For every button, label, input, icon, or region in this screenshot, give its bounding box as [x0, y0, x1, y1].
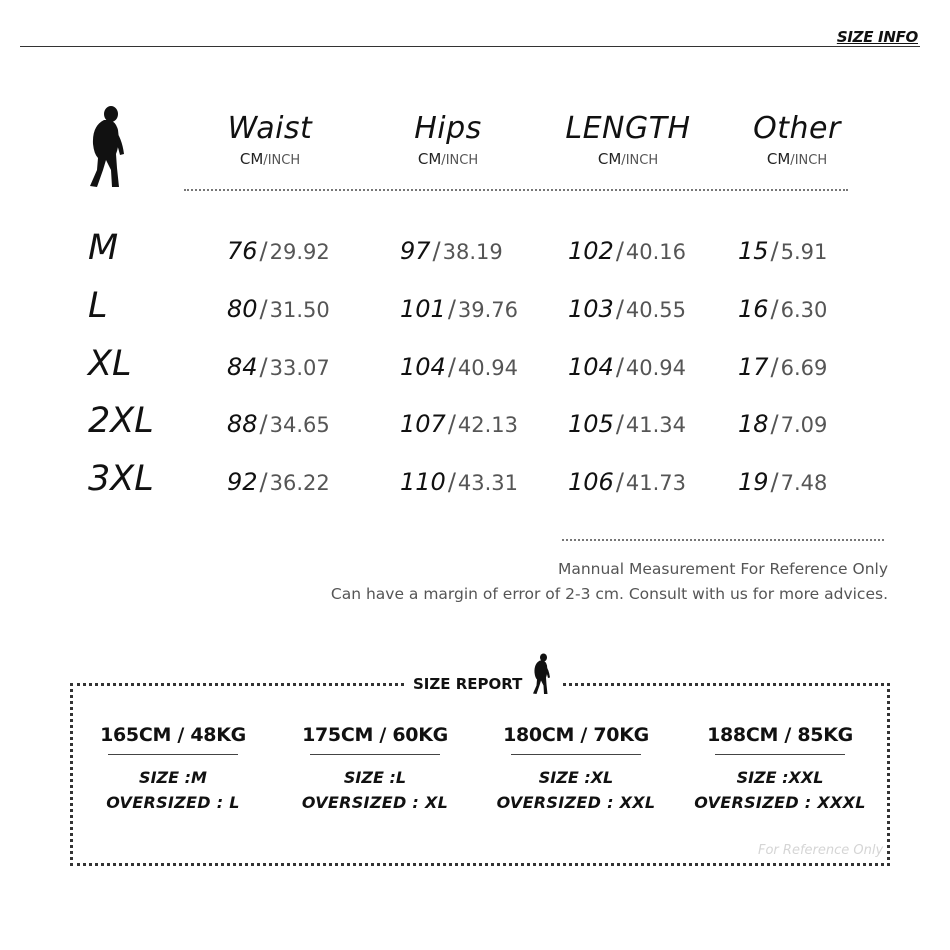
table-cell: 107/42.13 — [400, 410, 519, 438]
column-title: Waist — [227, 111, 313, 146]
recommended-size: SIZE :XXL — [736, 768, 824, 787]
size-label: 3XL — [88, 459, 154, 499]
height-weight: 175CM / 60KG — [302, 724, 448, 746]
unit-cm: CM — [766, 150, 791, 168]
column-unit: CM/INCH — [597, 150, 659, 168]
table-cell: 15/5.91 — [738, 237, 828, 265]
table-cell: 101/39.76 — [400, 295, 519, 323]
table-cell: 103/40.55 — [568, 295, 687, 323]
table-cell: 18/7.09 — [738, 410, 828, 438]
column-unit: CM/INCH — [417, 150, 479, 168]
notes-dotted-divider — [562, 539, 884, 541]
table-cell: 102/40.16 — [568, 237, 687, 265]
table-cell: 97/38.19 — [400, 237, 503, 265]
recommended-size: SIZE :M — [139, 768, 207, 787]
oversized-size: OVERSIZED : L — [106, 793, 240, 812]
height-weight: 165CM / 48KG — [100, 724, 246, 746]
unit-inch: INCH — [794, 153, 828, 168]
unit-cm: CM — [239, 150, 264, 168]
height-weight: 188CM / 85KG — [707, 724, 853, 746]
table-cell: 16/6.30 — [738, 295, 828, 323]
table-cell: 106/41.73 — [568, 468, 687, 496]
column-title: LENGTH — [565, 111, 691, 146]
size-label: 2XL — [88, 401, 154, 441]
table-cell: 104/40.94 — [400, 353, 519, 381]
header-dotted-divider — [184, 189, 848, 191]
size-label: M — [88, 228, 119, 268]
unit-inch: INCH — [267, 153, 301, 168]
entry-divider — [310, 754, 440, 755]
header-divider — [20, 46, 920, 47]
entry-divider — [511, 754, 641, 755]
size-report-entry — [685, 724, 875, 815]
entry-divider — [108, 754, 238, 755]
size-report-entry — [78, 724, 268, 815]
page-title: SIZE INFO — [836, 28, 918, 46]
recommended-size: SIZE :XL — [538, 768, 614, 787]
watermark-text: For Reference Only — [758, 843, 884, 858]
height-weight: 180CM / 70KG — [503, 724, 649, 746]
size-report-heading — [405, 670, 562, 698]
table-cell: 17/6.69 — [738, 353, 828, 381]
column-title: Hips — [414, 111, 482, 146]
unit-cm: CM — [417, 150, 442, 168]
column-header-hips — [363, 112, 533, 168]
hunched-figure-icon — [84, 104, 132, 190]
unit-inch: INCH — [625, 153, 659, 168]
column-title: Other — [753, 111, 841, 146]
error-margin-note: Can have a margin of error of 2-3 cm. Consult with us for more advices. — [330, 585, 888, 603]
oversized-size: OVERSIZED : XXXL — [694, 793, 866, 812]
size-report-entry — [280, 724, 470, 815]
oversized-size: OVERSIZED : XL — [301, 793, 449, 812]
table-cell: 104/40.94 — [568, 353, 687, 381]
table-cell: 105/41.34 — [568, 410, 687, 438]
oversized-size: OVERSIZED : XXL — [496, 793, 656, 812]
table-cell: 76/29.92 — [227, 237, 330, 265]
table-cell: 80/31.50 — [227, 295, 330, 323]
size-report-title: SIZE REPORT — [413, 675, 523, 693]
unit-cm: CM — [597, 150, 622, 168]
column-unit: CM/INCH — [766, 150, 828, 168]
size-report-entry — [481, 724, 671, 815]
measurement-note: Mannual Measurement For Reference Only — [557, 560, 888, 578]
table-cell: 88/34.65 — [227, 410, 330, 438]
column-header-other — [712, 112, 882, 168]
hunched-figure-icon — [530, 671, 554, 697]
column-header-length — [543, 112, 713, 168]
table-cell: 110/43.31 — [400, 468, 519, 496]
recommended-size: SIZE :L — [343, 768, 407, 787]
column-header-waist — [185, 112, 355, 168]
size-label: L — [88, 286, 108, 326]
table-cell: 84/33.07 — [227, 353, 330, 381]
unit-inch: INCH — [445, 153, 479, 168]
size-label: XL — [88, 344, 132, 384]
table-cell: 19/7.48 — [738, 468, 828, 496]
entry-divider — [715, 754, 845, 755]
column-unit: CM/INCH — [239, 150, 301, 168]
table-cell: 92/36.22 — [227, 468, 330, 496]
